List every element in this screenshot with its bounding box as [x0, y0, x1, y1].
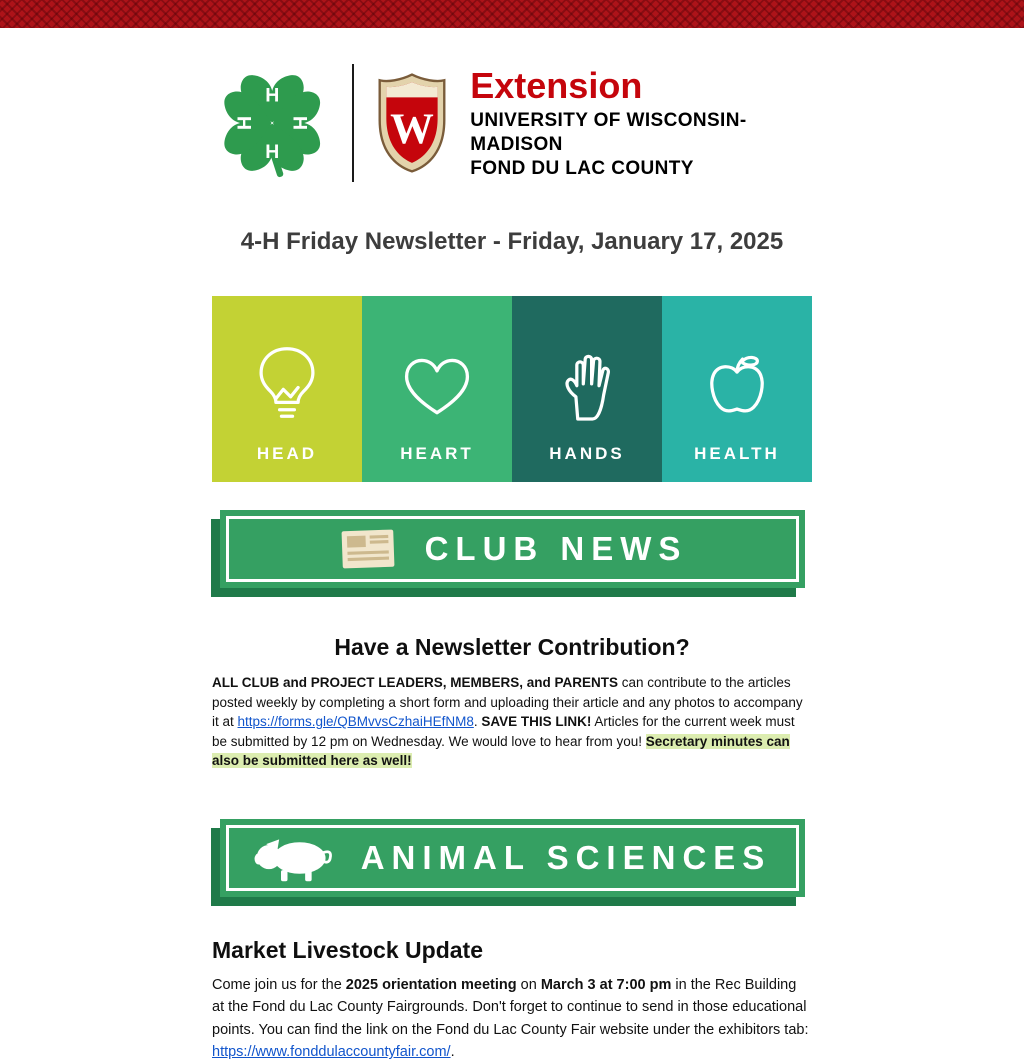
clover-h-right: H: [288, 115, 311, 131]
uw-crest-logo: [374, 66, 450, 180]
clover-h-top: H: [265, 84, 280, 107]
header-logo: [212, 58, 812, 188]
lightbulb-icon: [250, 340, 324, 424]
fair-website-link[interactable]: https://www.fonddulaccountyfair.com/: [212, 1044, 451, 1061]
body-text: Articles for the current week must be submitted by 12 pm on Wednesday. We would love to hear from you!: [212, 714, 795, 749]
bold-text: March 3 at 7:00 pm: [540, 976, 672, 993]
body-text: Come join us for the: [212, 976, 346, 993]
pillar-label: HANDS: [549, 444, 625, 463]
apple-icon: [700, 346, 774, 424]
pig-icon: [253, 832, 335, 884]
banner-label: ANIMAL SCIENCES: [360, 838, 772, 876]
pillar-label: HEALTH: [694, 444, 780, 463]
newsletter-title: 4-H Friday Newsletter - Friday, January 17, 2025: [240, 228, 784, 255]
club-news-paragraph: [212, 673, 812, 771]
body-text: on: [516, 976, 541, 993]
newsletter-body: [212, 58, 812, 1064]
newspaper-icon: [337, 526, 399, 572]
animal-sciences-banner: [220, 819, 805, 897]
pillar-head: [212, 296, 362, 482]
pillar-label: HEAD: [256, 444, 318, 463]
crest-w-letter: W: [390, 104, 435, 153]
pillar-health: [662, 296, 812, 482]
4h-clover-logo: [212, 58, 332, 188]
hand-icon: [550, 340, 624, 424]
body-text: can contribute to the articles posted weekly by completing a short form and uploading their article and any photos to accompany it at: [212, 675, 803, 730]
body-text: .: [473, 714, 482, 730]
clover-h-bottom: H: [265, 139, 280, 162]
banner-label: CLUB NEWS: [424, 530, 688, 567]
body-text: .: [450, 1044, 455, 1061]
highlighted-text: Secretary minutes can also be submitted here as well!: [212, 733, 790, 769]
heart-icon: [399, 352, 475, 424]
university-line: UNIVERSITY OF WISCONSIN-MADISON: [470, 110, 747, 155]
pillar-heart: [362, 296, 512, 482]
bold-text: SAVE THIS LINK!: [481, 714, 592, 730]
club-news-heading: Have a Newsletter Contribution?: [334, 634, 690, 660]
pillar-label: HEART: [400, 444, 474, 463]
county-line: FOND DU LAC COUNTY: [470, 157, 694, 179]
logo-divider: [352, 64, 354, 182]
market-livestock-paragraph: [212, 974, 812, 1064]
org-wordmark: [470, 66, 812, 181]
market-livestock-heading: Market Livestock Update: [212, 936, 483, 963]
bold-text: 2025 orientation meeting: [345, 976, 517, 993]
bold-text: ALL CLUB and PROJECT LEADERS, MEMBERS, and PARENTS: [212, 675, 619, 690]
club-news-banner: [220, 510, 805, 588]
clover-h-left: H: [233, 115, 256, 131]
pillar-hands: [512, 296, 662, 482]
top-red-banner: [0, 0, 1024, 28]
forms-link[interactable]: https://forms.gle/QBMvvsCzhaiHEfNM8: [237, 714, 474, 730]
body-text: in the Rec Building at the Fond du Lac County Fairgrounds. Don't forget to continue to send in those educational points. You can find the link on the Fond du Lac County Fair website under the exhibitors tab:: [212, 976, 809, 1038]
pillars-image: [212, 296, 812, 482]
extension-wordmark: Extension: [470, 64, 643, 106]
